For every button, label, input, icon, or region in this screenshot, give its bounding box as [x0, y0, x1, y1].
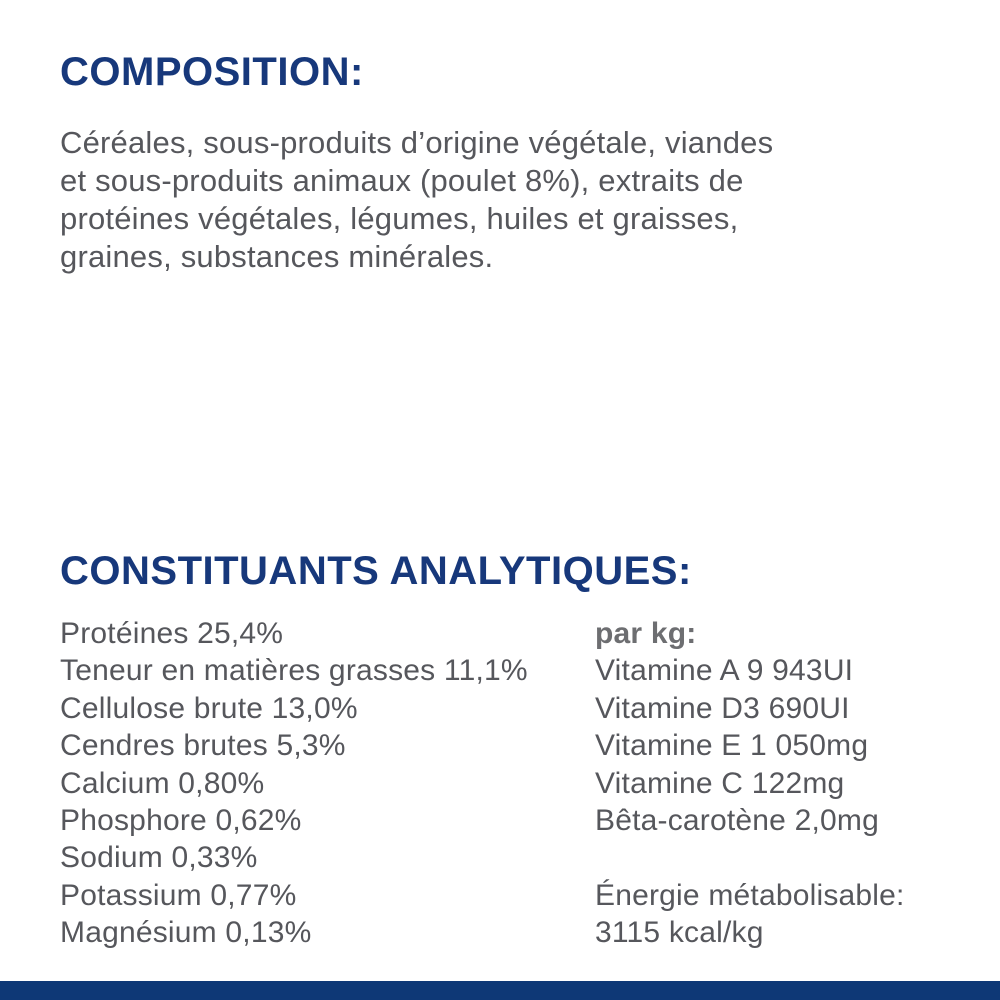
- bottom-brand-bar: [0, 981, 1000, 1000]
- vitamin-item: Vitamine A 9 943UI: [595, 654, 854, 688]
- analytical-item: Calcium 0,80%: [60, 766, 265, 800]
- per-kg-label: par kg:: [595, 617, 697, 650]
- analytical-item: Teneur en matières grasses 11,1%: [60, 654, 528, 688]
- composition-body: [60, 124, 960, 276]
- composition-line: Céréales, sous-produits d’origine végétale, viandes: [60, 125, 774, 160]
- per-kg-list: [595, 615, 995, 952]
- vitamin-item: Vitamine D3 690UI: [595, 691, 850, 725]
- analytical-item: Cendres brutes 5,3%: [60, 729, 346, 763]
- composition-heading: COMPOSITION:: [60, 50, 364, 94]
- analytical-item: Magnésium 0,13%: [60, 916, 312, 950]
- analytical-item: Sodium 0,33%: [60, 841, 258, 875]
- vitamin-item: Vitamine E 1 050mg: [595, 729, 869, 763]
- composition-line: et sous-produits animaux (poulet 8%), extraits de: [60, 163, 744, 198]
- analytical-item: Cellulose brute 13,0%: [60, 691, 358, 725]
- energy-value: 3115 kcal/kg: [595, 916, 764, 950]
- vitamin-item: Vitamine C 122mg: [595, 766, 845, 800]
- analytical-item: Phosphore 0,62%: [60, 804, 302, 838]
- energy-label: Énergie métabolisable:: [595, 878, 905, 912]
- vitamin-item: Bêta-carotène 2,0mg: [595, 804, 879, 838]
- blank-row: [595, 839, 995, 876]
- composition-line: graines, substances minérales.: [60, 239, 494, 274]
- analytical-item: Protéines 25,4%: [60, 617, 284, 650]
- composition-line: protéines végétales, légumes, huiles et graisses,: [60, 201, 739, 236]
- analytical-item: Potassium 0,77%: [60, 878, 297, 912]
- constituents-heading: CONSTITUANTS ANALYTIQUES:: [60, 549, 692, 593]
- analytical-constituents-list: [60, 615, 590, 952]
